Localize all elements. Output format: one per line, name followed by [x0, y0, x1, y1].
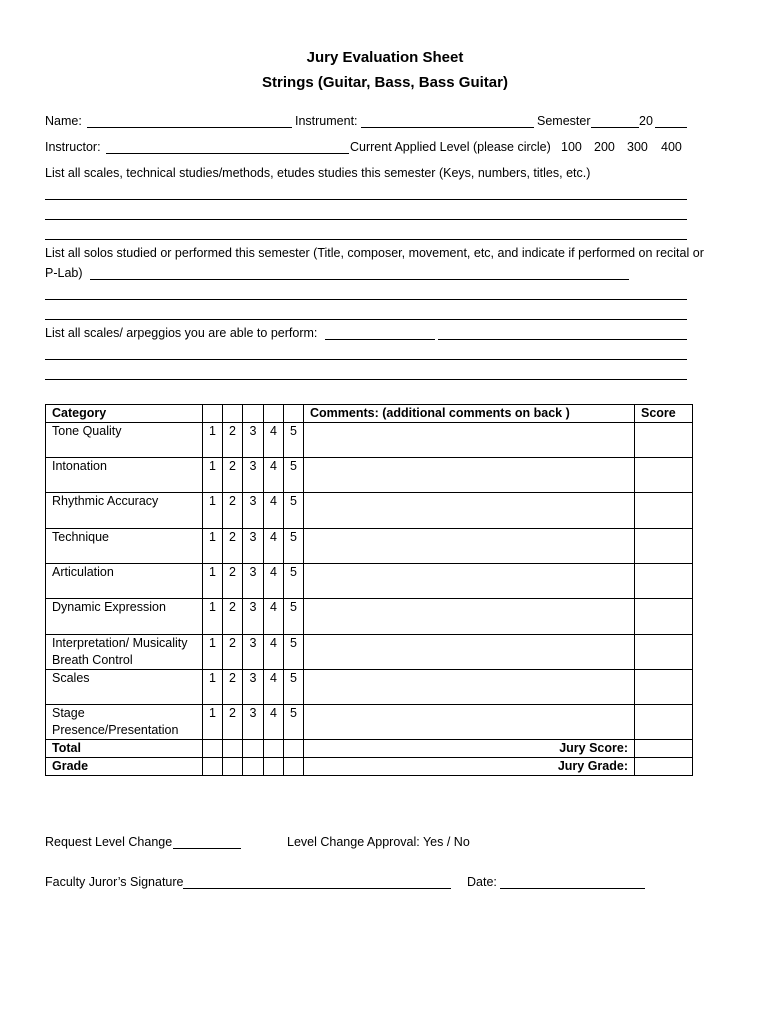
instructor-field[interactable] — [106, 153, 349, 154]
rating-option[interactable]: 4 — [264, 705, 284, 740]
name-label: Name: — [45, 114, 82, 128]
year-prefix: 20 — [639, 114, 653, 128]
score-cell[interactable] — [635, 458, 693, 493]
rating-option[interactable]: 1 — [203, 635, 223, 670]
category-label: Scales — [52, 671, 90, 685]
comments-cell[interactable] — [304, 705, 635, 740]
request-level-label: Request Level Change — [45, 835, 173, 849]
empty-cell — [203, 758, 223, 776]
rating-option[interactable]: 3 — [243, 529, 264, 564]
grade-row-value-cell[interactable] — [635, 758, 693, 776]
table-row — [46, 705, 693, 740]
rating-option[interactable]: 1 — [203, 423, 223, 458]
category-cell — [46, 458, 203, 493]
rating-option[interactable]: 1 — [203, 529, 223, 564]
comments-cell[interactable] — [304, 564, 635, 599]
date-label: Date: — [467, 875, 497, 889]
comments-cell[interactable] — [304, 423, 635, 458]
grade-row — [46, 758, 693, 776]
category-cell — [46, 599, 203, 635]
score-cell[interactable] — [635, 493, 693, 529]
score-cell[interactable] — [635, 599, 693, 635]
semester-label: Semester — [537, 114, 591, 128]
total-row-label: Total — [46, 740, 203, 758]
grade-row-jury-label: Jury Grade: — [304, 758, 635, 776]
level-option-200[interactable]: 200 — [594, 140, 615, 154]
rating-option[interactable]: 3 — [243, 635, 264, 670]
rating-option[interactable]: 2 — [223, 564, 243, 599]
category-label: Interpretation/ Musicality — [52, 636, 188, 650]
comments-header: Comments: (additional comments on back ) — [304, 405, 635, 423]
category-cell — [46, 529, 203, 564]
category-label: Intonation — [52, 459, 107, 473]
rating-option[interactable]: 5 — [284, 705, 304, 740]
score-cell[interactable] — [635, 564, 693, 599]
rating-option[interactable]: 2 — [223, 529, 243, 564]
answer-line[interactable] — [45, 359, 687, 360]
answer-line[interactable] — [45, 239, 687, 240]
comments-cell[interactable] — [304, 458, 635, 493]
rating-option[interactable]: 1 — [203, 670, 223, 705]
category-cell — [46, 670, 203, 705]
rating-option[interactable]: 3 — [243, 599, 264, 635]
empty-cell — [203, 740, 223, 758]
date-field[interactable] — [500, 888, 645, 889]
level-label: Current Applied Level (please circle) — [350, 140, 551, 154]
page-subtitle: Strings (Guitar, Bass, Bass Guitar) — [262, 74, 508, 91]
rating-option[interactable]: 4 — [264, 670, 284, 705]
level-option-100[interactable]: 100 — [561, 140, 582, 154]
rating-option[interactable]: 2 — [223, 635, 243, 670]
solos-field[interactable] — [90, 279, 629, 280]
scales-studies-prompt: List all scales, technical studies/methods, etudes studies this semester (Keys, numbers, titles, etc.) — [45, 166, 591, 180]
rating-option[interactable]: 1 — [203, 705, 223, 740]
rating-option[interactable]: 5 — [284, 458, 304, 493]
rating-option[interactable]: 5 — [284, 599, 304, 635]
rating-option[interactable]: 1 — [203, 564, 223, 599]
comments-cell[interactable] — [304, 670, 635, 705]
empty-cell — [284, 758, 304, 776]
level-option-400[interactable]: 400 — [661, 140, 682, 154]
rating-option[interactable]: 3 — [243, 705, 264, 740]
rating-option[interactable]: 3 — [243, 670, 264, 705]
category-cell — [46, 493, 203, 529]
rating-option[interactable]: 2 — [223, 705, 243, 740]
answer-line[interactable] — [45, 379, 687, 380]
score-cell[interactable] — [635, 423, 693, 458]
table-row — [46, 423, 693, 458]
category-label: Articulation — [52, 565, 114, 579]
rating-option[interactable]: 4 — [264, 599, 284, 635]
instructor-label: Instructor: — [45, 140, 101, 154]
total-row-value-cell[interactable] — [635, 740, 693, 758]
rating-option[interactable]: 4 — [264, 635, 284, 670]
rating-option[interactable]: 3 — [243, 458, 264, 493]
table-row — [46, 635, 693, 670]
comments-cell[interactable] — [304, 599, 635, 635]
solos-prompt-cont: P-Lab) — [45, 266, 83, 280]
rating-option[interactable]: 5 — [284, 423, 304, 458]
table-header-row — [46, 405, 693, 423]
signature-label: Faculty Juror’s Signature — [45, 875, 184, 889]
rating-option[interactable]: 2 — [223, 493, 243, 529]
category-header: Category — [46, 405, 203, 423]
category-cell — [46, 423, 203, 458]
arpeggios-prompt: List all scales/ arpeggios you are able to perform: — [45, 326, 318, 340]
grade-row-label: Grade — [46, 758, 203, 776]
rating-option[interactable]: 5 — [284, 670, 304, 705]
solos-prompt: List all solos studied or performed this semester (Title, composer, movement, etc, and indicate if performed on recital or — [45, 246, 704, 260]
answer-line[interactable] — [45, 319, 687, 320]
rating-option[interactable]: 2 — [223, 599, 243, 635]
category-label: Stage Presence/Presentation — [52, 706, 179, 737]
rating-option[interactable]: 5 — [284, 564, 304, 599]
rating-option[interactable]: 2 — [223, 670, 243, 705]
table-row — [46, 670, 693, 705]
empty-cell — [223, 740, 243, 758]
table-row — [46, 599, 693, 635]
arpeggios-field[interactable] — [325, 339, 435, 340]
category-label: Tone Quality — [52, 424, 122, 438]
signature-field[interactable] — [183, 888, 451, 889]
category-cell — [46, 635, 203, 670]
empty-cell — [223, 758, 243, 776]
category-extra-label: Breath Control — [52, 653, 133, 667]
score-header: Score — [635, 405, 693, 423]
table-row — [46, 529, 693, 564]
rating-option[interactable]: 3 — [243, 493, 264, 529]
rating-option[interactable]: 2 — [223, 458, 243, 493]
score-cell[interactable] — [635, 529, 693, 564]
rating-option[interactable]: 5 — [284, 635, 304, 670]
category-label: Technique — [52, 530, 109, 544]
answer-line[interactable] — [45, 219, 687, 220]
comments-cell[interactable] — [304, 493, 635, 529]
instrument-field[interactable] — [361, 127, 534, 128]
empty-cell — [264, 740, 284, 758]
rating-option[interactable]: 4 — [264, 458, 284, 493]
table-row — [46, 564, 693, 599]
page-title: Jury Evaluation Sheet — [306, 49, 464, 66]
evaluation-table — [45, 404, 693, 776]
rating-option[interactable]: 4 — [264, 493, 284, 529]
rating-option[interactable]: 5 — [284, 529, 304, 564]
category-label: Rhythmic Accuracy — [52, 494, 159, 508]
rating-option[interactable]: 1 — [203, 493, 223, 529]
approval-label: Level Change Approval: Yes / No — [287, 835, 470, 849]
year-field[interactable] — [655, 127, 687, 128]
score-cell[interactable] — [635, 670, 693, 705]
empty-cell — [264, 758, 284, 776]
score-cell[interactable] — [635, 635, 693, 670]
level-option-300[interactable]: 300 — [627, 140, 648, 154]
rating-option[interactable]: 4 — [264, 423, 284, 458]
category-label: Dynamic Expression — [52, 600, 166, 614]
score-cell[interactable] — [635, 705, 693, 740]
total-row-jury-label: Jury Score: — [304, 740, 635, 758]
empty-cell — [243, 740, 264, 758]
request-level-field[interactable] — [173, 848, 241, 849]
empty-cell — [284, 740, 304, 758]
instrument-label: Instrument: — [295, 114, 358, 128]
category-cell — [46, 705, 203, 740]
name-field[interactable] — [87, 127, 292, 128]
rating-option[interactable]: 5 — [284, 493, 304, 529]
rating-option[interactable]: 4 — [264, 529, 284, 564]
table-row — [46, 493, 693, 529]
rating-option[interactable]: 4 — [264, 564, 284, 599]
rating-option[interactable]: 3 — [243, 423, 264, 458]
comments-cell[interactable] — [304, 529, 635, 564]
rating-option[interactable]: 1 — [203, 599, 223, 635]
rating-option[interactable]: 3 — [243, 564, 264, 599]
rating-option[interactable]: 1 — [203, 458, 223, 493]
category-cell — [46, 564, 203, 599]
arpeggios-field-2[interactable] — [438, 339, 687, 340]
comments-cell[interactable] — [304, 635, 635, 670]
answer-line[interactable] — [45, 199, 687, 200]
total-row — [46, 740, 693, 758]
rating-option[interactable]: 2 — [223, 423, 243, 458]
answer-line[interactable] — [45, 299, 687, 300]
table-row — [46, 458, 693, 493]
semester-field[interactable] — [591, 127, 639, 128]
empty-cell — [243, 758, 264, 776]
